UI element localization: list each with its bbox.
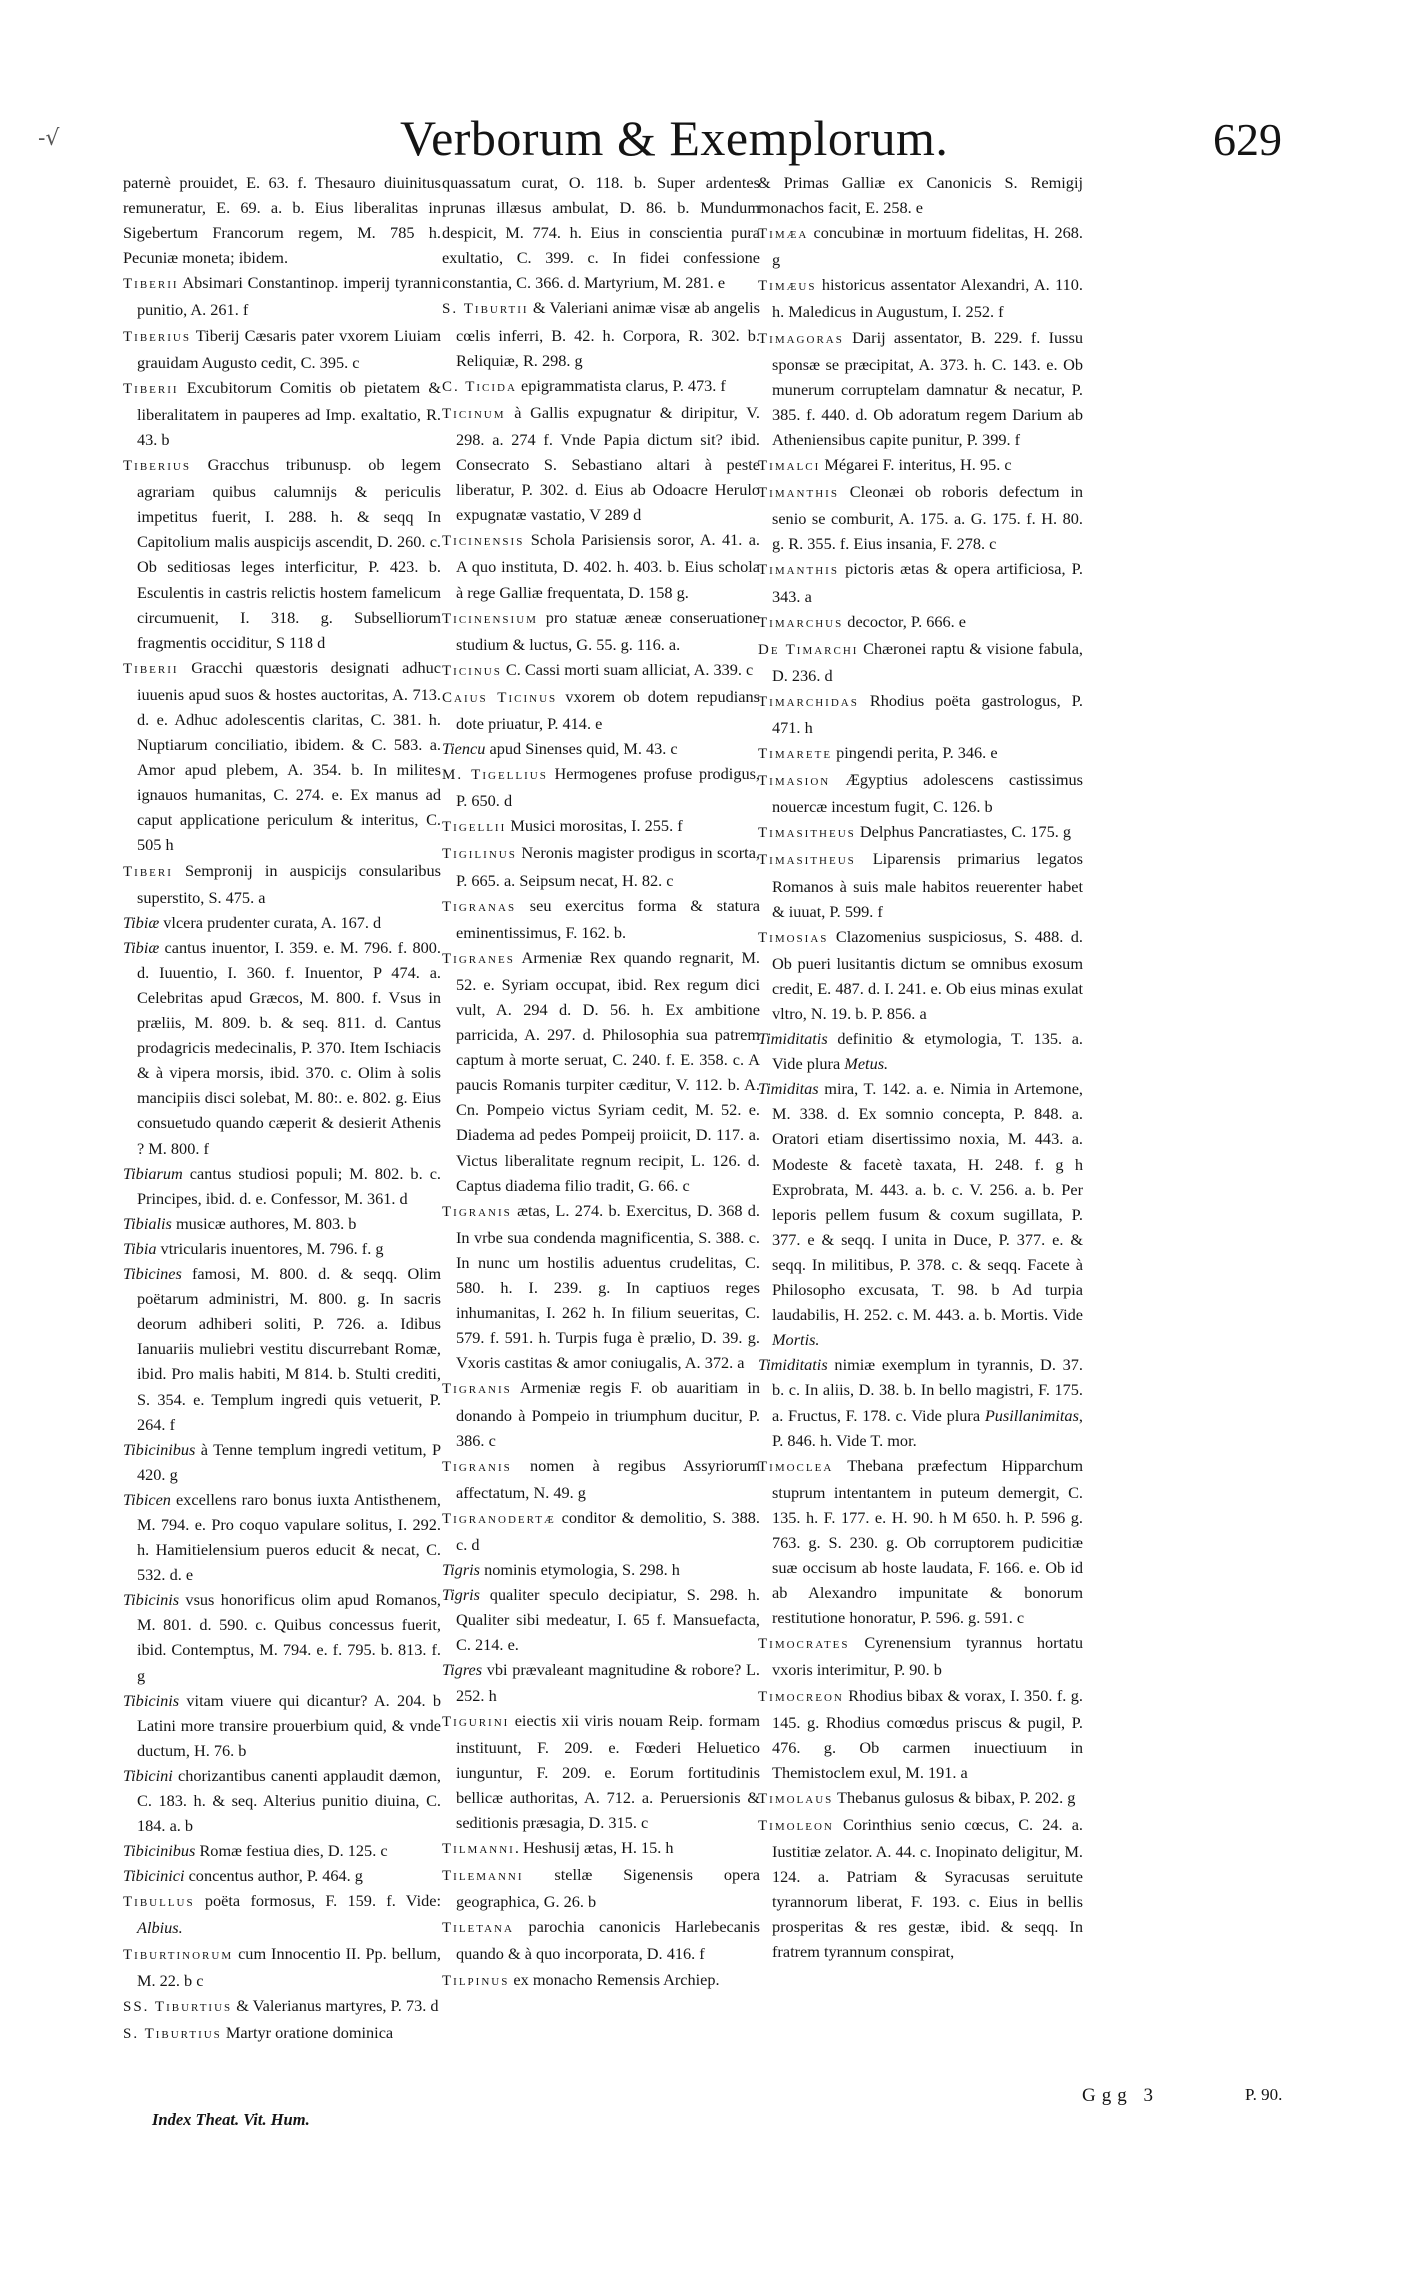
- entry-headword: Tibicinibus: [123, 1841, 196, 1861]
- entry-text: nominis etymologia, S. 298. h: [480, 1560, 680, 1580]
- index-entry: [123, 1888, 441, 1940]
- index-entry: [442, 684, 760, 736]
- entry-text: concentus author, P. 464. g: [184, 1866, 363, 1886]
- index-column-2: [442, 170, 760, 1994]
- entry-text: Neronis magister prodigus in scorta, P. 665. a. Seipsum necat, H. 82. c: [456, 843, 760, 890]
- entry-text: pro statuæ æneæ conseruatione studium & luctus, G. 55. g. 116. a.: [456, 607, 760, 654]
- entry-headword: Timarchidas: [758, 693, 859, 710]
- index-entry: [123, 270, 441, 322]
- entry-text: paternè prouidet, E. 63. f. Thesauro diuinitus remuneratur, E. 69. a. b. Eius liberalitas in Sigebertum Francorum regem, M. 785 h. Pecuniæ moneta; ibidem.: [123, 173, 441, 268]
- entry-text: Thebana præfectum Hipparchum stuprum intentantem in puteum demergit, C. 135. h. F. 177. e. H. 90. h M 650. h. P. 596 g. 763. g. S. 230. g. Ob corruptorem pudicitiæ suæ occisum ab hoste laudata, F. 166. e. Ob id ab Alexandro impunitate & bonorum restitutione honoratur, P. 596. g. 591. c: [772, 1455, 1083, 1628]
- entry-text: Sempronij in auspicijs consularibus superstito, S. 475. a: [137, 860, 441, 907]
- entry-text: mira, T. 142. a. e. Nimia in Artemone, M. 338. d. Ex somnio concepta, P. 848. a. Oratori etiam disertissimo noxia, M. 443. a. Modeste & facetè taxata, H. 248. f. g h Exprobrata, M. 443. a. b. c. V. 256. a. b. Per leporis pellem fusum & coxum sugillata, P. 377. e & seqq. I unita in Duce, P. 377. e. & seqq. In militibus, P. 378. c. & seqq. Facete à Philosopho excusata, T. 98. b Ad turpia laudabilis, H. 252. c. M. 443. a. b. Mortis. Vide: [772, 1079, 1083, 1325]
- entry-headword: Timiditas: [758, 1079, 819, 1099]
- entry-headword: Tiburtinorum: [123, 1946, 234, 1963]
- index-entry: [758, 688, 1083, 740]
- entry-text: Gracchus tribunusp. ob legem agrariam quibus calumnijs & periculis impetitus fuerit, I. 288. h. & seqq In Capitolium malis auspicijs ascendit, D. 260. c. Ob seditiosas leges interficitur, P. 423. b. Esculentis in castris relictis hostem famelicum circumuenit, I. 318. g. Subselliorum fragmentis occiditur, S 118 d: [137, 455, 441, 652]
- running-title: Verborum & Exemplorum.: [400, 110, 949, 166]
- entry-text: C. Cassi morti suam alliciat, A. 339. c: [501, 659, 754, 679]
- index-entry: [758, 1630, 1083, 1682]
- entry-headword: Tilmanni: [442, 1841, 515, 1858]
- entry-headword: Tibialis: [123, 1213, 172, 1233]
- entry-headword: Tibicini: [123, 1765, 173, 1785]
- entry-headword: Tibicinibus: [123, 1439, 196, 1459]
- entry-headword: SS. Tiburtius: [123, 1998, 233, 2015]
- entry-text: musicæ authores, M. 803. b: [171, 1213, 357, 1233]
- index-entry: [123, 1838, 441, 1863]
- signature-mark: Ggg 3: [1082, 2085, 1159, 2106]
- index-entry: [442, 657, 760, 684]
- entry-headword: Timolaus: [758, 1790, 834, 1807]
- entry-headword: Timæa: [758, 226, 809, 243]
- index-entry: [442, 400, 760, 527]
- index-entry: [442, 1657, 760, 1707]
- entry-headword: Tigranis: [442, 1381, 512, 1398]
- entry-text: concubinæ in mortuum fidelitas, H. 268. g: [772, 223, 1083, 270]
- entry-text: Corinthius senio cœcus, C. 24. a. Iustitiæ zelator. A. 44. c. Inopinato deligitur, M. 124. a. Patriam & Syracusas seruitute tyrannorum liberat, F. 193. c. Eius in bellis prosperitas & res gestæ, ibid. & seqq. In fratrem tyrannum conspirat,: [772, 1815, 1083, 1962]
- index-entry: [123, 1236, 441, 1261]
- entry-headword: Timarchus: [758, 614, 844, 631]
- entry-text: conditor & demolitio, S. 388. c. d: [456, 1507, 760, 1554]
- index-entry: [442, 761, 760, 813]
- entry-text: Armeniæ Rex quando regnarit, M. 52. e. Syriam occupat, ibid. Rex regum dici vult, A. 294 d. D. 56. h. Ex ambitione parricida, A. 297. d. Philosophia sua patrem captum à morte seruat, C. 240. f. E. 358. c. A paucis Romanis turpiter cæditur, V. 112. b. A. Cn. Pompeio victus Syriam cedit, M. 52. e. Diadema ad pedes Pompeij proiicit, D. 117. a. Victus liberalitate regnum recipit, L. 126. d. Captus diadema filio tradit, G. 66. c: [456, 947, 760, 1195]
- entry-text: poëta formosus, F. 159. f. Vide:: [194, 1891, 441, 1911]
- entry-text: Gracchi quæstoris designati adhuc iuuenis apud suos & hostes auctoritas, A. 713. d. e. Adhuc adolescentis claritas, C. 381. h. Nuptiarum conciliatio, ibidem. & C. 583. a. Amor apud plebem, A. 354. b. In milites ignauos humanitas, C. 274. e. Ex manus ad caput applicatione periculum & interitus, C. 505 h: [137, 657, 441, 855]
- entry-headword: Tiberii: [123, 660, 179, 677]
- entry-headword: Tigranas: [442, 898, 517, 915]
- cross-reference: Albius.: [137, 1918, 183, 1938]
- index-entry: [442, 605, 760, 657]
- index-entry: [758, 220, 1083, 272]
- entry-text: famosi, M. 800. d. & seqq. Olim poëtarum administri, M. 800. g. In sacris deorum adhiberi soliti, P. 726. a. Idibus Ianuariis muliebri vestitu discurrebant Romæ, ibid. Pro malis habiti, M 814. b. Stulti crediti, S. 354. e. Templum ingredi quis vetuerit, P. 264. f: [137, 1264, 441, 1434]
- cross-reference: Pusillanimitas: [984, 1405, 1079, 1425]
- entry-headword: C. Ticida: [442, 378, 517, 395]
- index-entry: [758, 1812, 1083, 1965]
- index-entry: [442, 373, 760, 400]
- index-entry: [758, 1683, 1083, 1785]
- entry-headword: Tigris: [442, 1585, 481, 1605]
- index-entry: [123, 1161, 441, 1211]
- index-column-1: [123, 170, 441, 2047]
- entry-headword: M. Tigellius: [442, 767, 548, 784]
- index-entry: [123, 1863, 441, 1888]
- index-entry: [123, 1437, 441, 1487]
- entry-text: decoctor, P. 666. e: [843, 611, 967, 631]
- entry-text: pingendi perita, P. 346. e: [832, 743, 998, 763]
- index-entry: [123, 1211, 441, 1236]
- entry-text: vitam viuere qui dicantur? A. 204. b Latini more transire prouerbium quid, & vnde ductum, H. 76. b: [137, 1690, 441, 1760]
- entry-text: Romæ festiua dies, D. 125. c: [195, 1841, 388, 1861]
- entry-text: vxorem ob dotem repudians dote priuatur, P. 414. e: [456, 686, 761, 733]
- entry-text: nomen à regibus Assyriorum affectatum, N. 49. g: [456, 1455, 760, 1502]
- entry-text: parochia canonicis Harlebecanis quando & à quo incorporata, D. 416. f: [456, 1917, 760, 1964]
- index-entry: [123, 323, 441, 375]
- index-entry: [123, 1688, 441, 1763]
- entry-text: à Tenne templum ingredi vetitum, P 420. g: [137, 1439, 441, 1484]
- entry-text: . Heshusij ætas, H. 15. h: [514, 1838, 674, 1858]
- index-entry: [442, 1967, 760, 1994]
- entry-text: Tiberij Cæsaris pater vxorem Liuiam grauidam Augusto cedit, C. 395. c: [137, 325, 441, 372]
- entry-text: qualiter speculo decipiatur, S. 298. h. Qualiter sibi medeatur, I. 65 f. Mansuefacta, C. 214. e.: [456, 1585, 760, 1655]
- entry-headword: Tigranes: [442, 950, 515, 967]
- entry-text: cum Innocentio II. Pp. bellum, M. 22. b c: [137, 1943, 441, 1990]
- entry-headword: Timasion: [758, 773, 831, 790]
- entry-text: Martyr oratione dominica: [221, 2022, 394, 2042]
- entry-headword: Tigellii: [442, 819, 507, 836]
- index-entry: [758, 846, 1083, 923]
- entry-headword: Tiberii: [123, 380, 179, 397]
- index-entry: [442, 1453, 760, 1505]
- entry-headword: Tigranis: [442, 1203, 512, 1220]
- index-entry: [758, 452, 1083, 479]
- entry-text: Rhodius poëta gastrologus, P. 471. h: [772, 690, 1083, 737]
- cross-reference: Mortis.: [772, 1330, 820, 1350]
- entry-headword: Timanthis: [758, 562, 839, 579]
- index-note: Index Theat. Vit. Hum.: [152, 2110, 310, 2129]
- entry-headword: S. Tiburtius: [123, 2025, 222, 2042]
- index-entry: [123, 1993, 441, 2020]
- index-entry: [123, 935, 441, 1161]
- entry-headword: Tibiæ: [123, 937, 160, 957]
- entry-headword: Tigranis: [442, 1458, 512, 1475]
- index-entry: [123, 2020, 441, 2047]
- entry-text: Hermogenes profuse prodigus, P. 650. d: [456, 764, 761, 811]
- entry-headword: Timocreon: [758, 1688, 844, 1705]
- entry-text: Mégarei F. interitus, H. 95. c: [820, 455, 1012, 475]
- index-entry: [442, 1557, 760, 1582]
- index-entry: [758, 1453, 1083, 1631]
- index-entry: [442, 1582, 760, 1657]
- entry-headword: Tiencu: [442, 739, 486, 759]
- entry-text-tail: , P. 846. h. Vide T. mor.: [772, 1405, 1083, 1450]
- index-column-3: [758, 170, 1083, 1965]
- index-entry: [758, 272, 1083, 324]
- index-entry: [123, 1941, 441, 1993]
- index-entry: [758, 609, 1083, 636]
- entry-text: Schola Parisiensis soror, A. 41. a. A quo instituta, D. 402. h. 403. b. Eius schola à rege Galliæ frequentata, D. 158 g.: [456, 530, 760, 602]
- index-entry: [442, 813, 760, 840]
- entry-text: Ægyptius adolescens castissimus nouercæ incestum fugit, C. 126. b: [772, 770, 1083, 817]
- entry-text: excellens raro bonus iuxta Antisthenem, M. 794. e. Pro coquo vapulare solitus, I. 292. h. Hamitielensium pueros educit & necat, C. 532. d. e: [137, 1489, 441, 1585]
- entry-headword: Timasitheus: [758, 852, 856, 869]
- page-number: 629: [1213, 114, 1282, 165]
- index-entry: [123, 858, 441, 910]
- entry-headword: Tigurini: [442, 1713, 510, 1730]
- index-entry: [123, 452, 441, 655]
- entry-text: Thebanus gulosus & bibax, P. 202. g: [833, 1787, 1076, 1807]
- entry-text: epigrammatista clarus, P. 473. f: [516, 375, 726, 395]
- entry-text: cantus inuentor, I. 359. e. M. 796. f. 800. d. Iuuentio, I. 360. f. Inuentor, P 474. a. Celebritas apud Græcos, M. 800. f. Vsus in præliis, M. 809. b. & seq. 811. d. Cantus prodagricis medecinalis, P. 370. Item Ischiacis & à vipera morsis, ibid. 370. c. Olim à solis mancipiis disci solebat, M. 80:. e. 802. g. Eius consuetudo quando cæperit & desierit Athenis ? M. 800. f: [137, 937, 441, 1158]
- entry-text: quassatum curat, O. 118. b. Super ardentes prunas illæsus ambulat, D. 86. b. Mundum despicit, M. 774. h. Eius in conscientia pura exultatio, C. 399. c. In fidei confessione constantia, C. 366. d. Martyrium, M. 281. e: [442, 173, 760, 293]
- entry-headword: Tilpinus: [442, 1972, 510, 1989]
- entry-headword: Tiberius: [123, 458, 191, 475]
- index-entry: [123, 375, 441, 452]
- entry-text: stellæ Sigenensis opera geographica, G. 26. b: [456, 1865, 760, 1912]
- entry-text: Excubitorum Comitis ob pietatem & liberalitatem in pauperes ad Imp. exaltatio, R. 43. b: [137, 377, 441, 449]
- index-entry: [123, 1763, 441, 1838]
- entry-headword: Tibicen: [123, 1489, 171, 1509]
- cross-reference: Metus.: [844, 1054, 889, 1074]
- entry-headword: Timiditatis: [758, 1029, 828, 1049]
- entry-headword: Timoclea: [758, 1458, 834, 1475]
- entry-headword: Tibiarum: [123, 1163, 183, 1183]
- entry-headword: Ticinensium: [442, 610, 538, 627]
- entry-text: definitio & etymologia, T. 135. a. Vide plura: [772, 1029, 1083, 1074]
- entry-headword: Tilemanni: [442, 1868, 524, 1885]
- entry-text: vtricularis inuentores, M. 796. f. g: [156, 1238, 384, 1258]
- entry-headword: Ticinus: [442, 662, 502, 679]
- entry-text: & Valeriani animæ visæ ab angelis cœlis inferri, B. 42. h. Corpora, R. 302. b. Reliquiæ, R. 298. g: [456, 298, 760, 370]
- entry-headword: Tibiæ: [123, 912, 160, 932]
- index-entry-continuation: [442, 170, 760, 295]
- running-header: [0, 110, 1405, 170]
- entry-headword: Tigres: [442, 1660, 483, 1680]
- entry-text: Chæronei raptu & visione fabula, D. 236. d: [772, 638, 1083, 685]
- index-entry: [123, 1261, 441, 1437]
- entry-headword: Tibicinis: [123, 1690, 180, 1710]
- index-entry: [442, 295, 760, 372]
- entry-headword: Tibicinici: [123, 1866, 185, 1886]
- index-entry: [758, 819, 1083, 846]
- entry-text: à Gallis expugnatur & diripitur, V. 298. a. 274 f. Vnde Papia dictum sit? ibid. Consecrato S. Sebastiano altari à peste liberatur, P. 302. d. Eius ab Odoacre Herulo expugnatæ vastatio, V 289 d: [456, 402, 760, 525]
- index-entry-continuation: [123, 170, 441, 270]
- index-entry: [758, 924, 1083, 1026]
- index-entry: [442, 893, 760, 945]
- entry-text: Darij assentator, B. 229. f. Iussu sponsæ se præcipitat, A. 373. h. C. 143. e. Ob munerum corruptelam damnatur & necatur, P. 385. f. 440. d. Ob adoratum regem Darium ab Atheniensibus capite punitur, P. 399. f: [772, 327, 1083, 449]
- index-entry: [442, 1505, 760, 1557]
- entry-headword: Timiditatis: [758, 1355, 828, 1375]
- entry-text: historicus assentator Alexandri, A. 110. h. Maledicus in Augustum, I. 252. f: [772, 275, 1083, 322]
- index-entry: [758, 325, 1083, 452]
- index-entry-continuation: [758, 170, 1083, 220]
- entry-text: Musici morositas, I. 255. f: [506, 816, 683, 836]
- entry-headword: Tibia: [123, 1238, 157, 1258]
- entry-headword: Tiberi: [123, 863, 173, 880]
- entry-headword: Timalci: [758, 458, 821, 475]
- entry-text: vlcera prudenter curata, A. 167. d: [159, 912, 382, 932]
- index-entry: [442, 1375, 760, 1452]
- entry-text: seu exercitus forma & statura eminentissimus, F. 162. b.: [456, 895, 760, 942]
- entry-headword: Timagoras: [758, 330, 844, 347]
- entry-headword: Tiberius: [123, 328, 191, 345]
- index-entry: [758, 1352, 1083, 1452]
- index-entry: [758, 767, 1083, 819]
- entry-headword: Timarete: [758, 746, 833, 763]
- index-entry: [442, 945, 760, 1198]
- entry-headword: Tigris: [442, 1560, 481, 1580]
- index-entry: [442, 1862, 760, 1914]
- index-entry: [758, 636, 1083, 688]
- index-entry: [758, 740, 1083, 767]
- entry-text: Liparensis primarius legatos Romanos à suis male habitos reuerenter habet & iuuat, P. 599. f: [772, 849, 1083, 921]
- index-entry: [758, 1076, 1083, 1352]
- entry-text: & Primas Galliæ ex Canonicis S. Remigij monachos facit, E. 258. e: [758, 173, 1083, 218]
- index-entry: [758, 556, 1083, 608]
- entry-text: pictoris ætas & opera artificiosa, P. 343. a: [772, 559, 1083, 606]
- entry-text: Cleonæi ob roboris defectum in senio se comburit, A. 175. a. G. 175. f. H. 80. g. R. 355. f. Eius insania, F. 278. c: [772, 482, 1083, 554]
- entry-headword: Tibicines: [123, 1264, 182, 1284]
- entry-headword: Timæus: [758, 278, 817, 295]
- index-entry: [123, 1587, 441, 1687]
- entry-text: nimiæ exemplum in tyrannis, D. 37. b. c. In aliis, D. 38. b. In bello magistri, F. 175. a. Fructus, F. 178. c. Vide plura: [772, 1355, 1083, 1425]
- index-entry: [442, 527, 760, 604]
- entry-headword: Timosias: [758, 929, 829, 946]
- index-entry: [758, 1785, 1083, 1812]
- entry-headword: S. Tiburtii: [442, 301, 529, 318]
- index-entry: [123, 655, 441, 858]
- margin-mark: -√: [38, 126, 60, 151]
- entry-headword: Tigranodertæ: [442, 1510, 556, 1527]
- entry-headword: Timocrates: [758, 1636, 850, 1653]
- entry-text: Rhodius bibax & vorax, I. 350. f. g. 145. g. Rhodius comœdus priscus & pugil, P. 476. g. Ob carmen inuectiuum in Themistoclem exul, M. 191. a: [772, 1685, 1083, 1782]
- entry-text: chorizantibus canenti applaudit dæmon, C. 183. h. & seq. Alterius punitio diuina, C. 184. a. b: [137, 1765, 441, 1836]
- entry-text: Delphus Pancratiastes, C. 175. g: [855, 822, 1072, 842]
- entry-text: apud Sinenses quid, M. 43. c: [485, 739, 678, 759]
- entry-text: Armeniæ regis F. ob auaritiam in donando à Pompeio in triumphum ducitur, P. 386. c: [456, 1378, 760, 1450]
- entry-text: vbi prævaleant magnitudine & robore? L. 252. h: [456, 1660, 760, 1705]
- entry-text: Absimari Constantinop. imperij tyranni punitio, A. 261. f: [137, 273, 441, 320]
- entry-headword: Tigilinus: [442, 846, 517, 863]
- index-entry: [442, 1835, 760, 1862]
- entry-text: ex monacho Remensis Archiep.: [509, 1969, 720, 1989]
- entry-headword: Caius Ticinus: [442, 689, 558, 706]
- entry-text: & Valerianus martyres, P. 73. d: [232, 1995, 439, 2015]
- entry-headword: Timoleon: [758, 1818, 834, 1834]
- index-entry: [442, 1914, 760, 1966]
- catchword: P. 90.: [1245, 2085, 1283, 2104]
- entry-text: eiectis xii viris nouam Reip. formam instituunt, F. 209. e. Fœderi Heluetico iunguntur, F. 209. e. Eorum fortitudinis bellicæ authoritas, A. 712. a. Peruersionis & seditionis præsagia, D. 315. c: [456, 1710, 760, 1832]
- index-entry: [442, 840, 760, 892]
- index-entry: [758, 1026, 1083, 1076]
- entry-headword: Timanthis: [758, 485, 839, 502]
- index-entry: [442, 736, 760, 761]
- index-entry: [442, 1708, 760, 1835]
- entry-text: vsus honorificus olim apud Romanos, M. 801. d. 590. c. Quibus concessus fuerit, ibid. Contemptus, M. 794. e. f. 795. b. 813. f. g: [137, 1590, 441, 1685]
- entry-headword: Timasitheus: [758, 825, 856, 842]
- index-entry: [442, 1198, 760, 1376]
- entry-text: Clazomenius suspiciosus, S. 488. d. Ob pueri lusitantis dictum se omnibus exosum credit, E. 487. d. I. 241. e. Ob eius minas exulat vltro, N. 19. b. P. 856. a: [772, 926, 1083, 1023]
- entry-text: cantus studiosi populi; M. 802. b. c. Principes, ibid. d. e. Confessor, M. 361. d: [137, 1163, 441, 1208]
- entry-headword: Ticinensis: [442, 533, 525, 550]
- entry-text: Cyrenensium tyrannus hortatu vxoris interimitur, P. 90. b: [772, 1633, 1083, 1680]
- index-entry: [123, 910, 441, 935]
- entry-text: ætas, L. 274. b. Exercitus, D. 368 d. In vrbe sua condenda magnificentia, S. 388. c. In nunc um hostilis aduentus crudelitas, C. 580. h. I. 239. g. In captiuos reges inhumanitas, I. 262 h. In filium seueritas, C. 579. f. 591. h. Turpis fuga è prælio, D. 39. g. Vxoris castitas & amor coniugalis, A. 372. a: [456, 1200, 760, 1373]
- entry-headword: Tibullus: [123, 1894, 195, 1911]
- entry-headword: Tiletana: [442, 1920, 514, 1937]
- entry-headword: Tiberii: [123, 276, 179, 293]
- entry-headword: Ticinum: [442, 405, 506, 422]
- entry-headword: De Timarchi: [758, 641, 859, 658]
- index-entry: [123, 1487, 441, 1587]
- entry-headword: Tibicinis: [123, 1590, 180, 1610]
- index-entry: [758, 479, 1083, 556]
